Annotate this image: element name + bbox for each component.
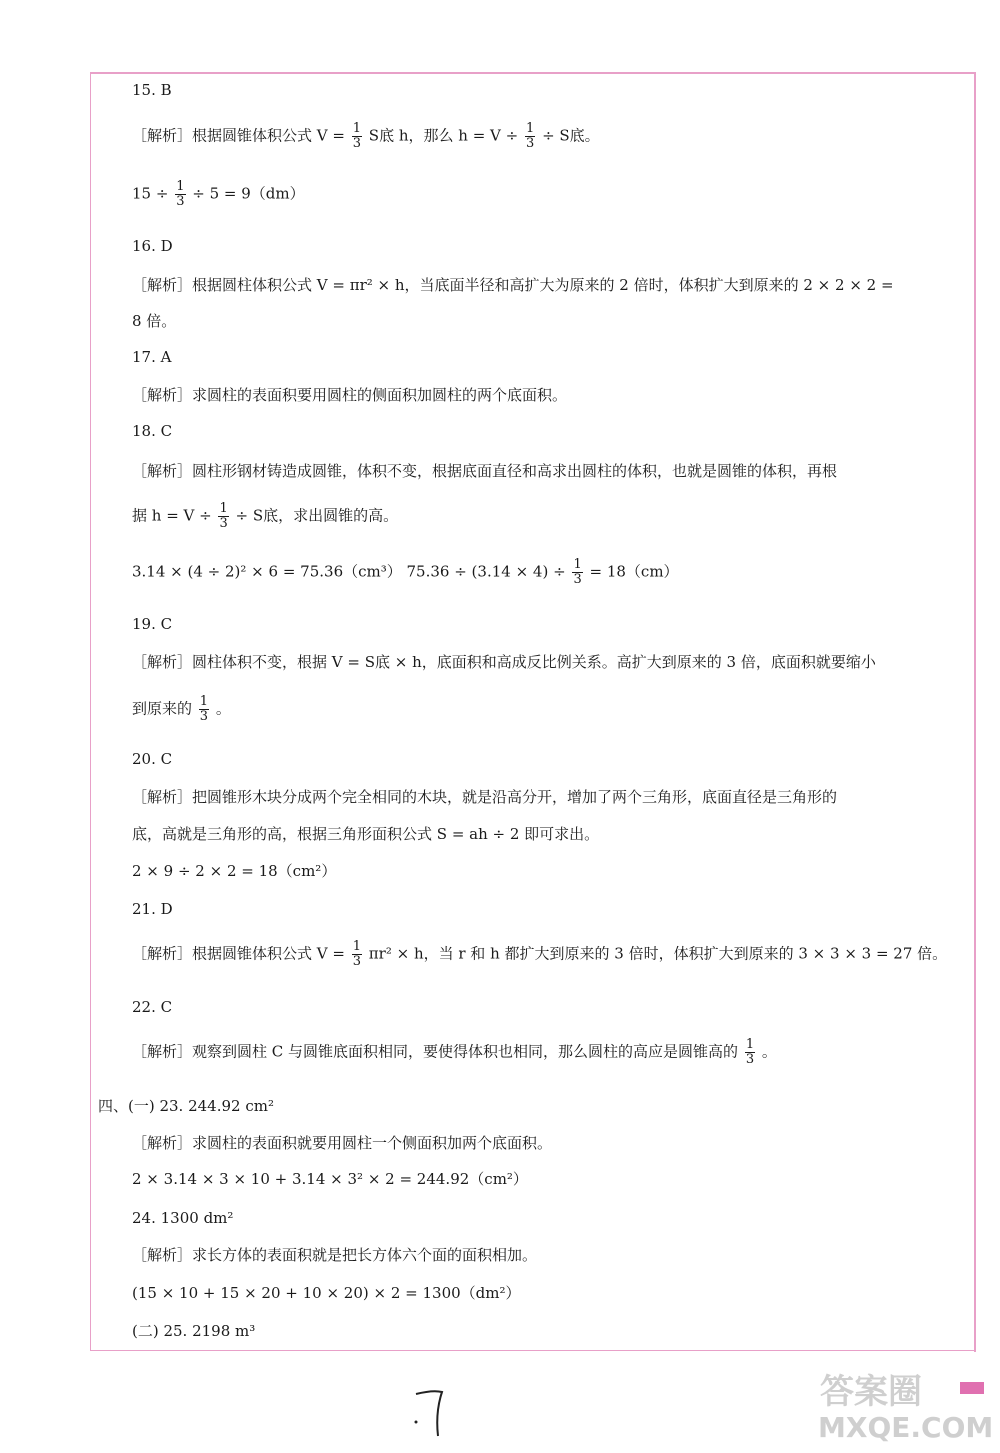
- answer-21: 21. D: [132, 900, 173, 918]
- analysis-text: ÷ S底。: [542, 126, 600, 145]
- answer-24: 24. 1300 dm²: [132, 1209, 234, 1227]
- fraction: $\frac{1}{3}$: [176, 179, 185, 209]
- analysis-text: 。: [215, 699, 231, 718]
- calc-23: 2 × 3.14 × 3 × 10 + 3.14 × 3² × 2 = 244.92（cm²）: [132, 1170, 528, 1188]
- calc-text: 15 ÷: [132, 184, 169, 203]
- fraction: $\frac{1}{3}$: [526, 121, 535, 151]
- analysis-20-cont: 底，高就是三角形的高，根据三角形面积公式 S = ah ÷ 2 即可求出。: [132, 825, 600, 843]
- fraction: $\frac{1}{3}$: [352, 939, 362, 969]
- analysis-text: ［解析］根据圆锥体积公式 V =: [132, 126, 345, 145]
- page-frame-right: [974, 72, 976, 1352]
- fraction: $\frac{1}{3}$: [573, 557, 582, 587]
- answer-22: 22. C: [132, 998, 173, 1016]
- calc-18: [132, 558, 679, 587]
- fraction: $\frac{1}{3}$: [352, 121, 362, 151]
- analysis-text: S底 h，那么 h = V ÷: [368, 126, 519, 145]
- analysis-18-cont: [132, 502, 398, 531]
- calc-15: [132, 180, 305, 209]
- analysis-21: [132, 940, 947, 969]
- calc-20: 2 × 9 ÷ 2 × 2 = 18（cm²）: [132, 862, 337, 880]
- fraction: $\frac{1}{3}$: [745, 1037, 755, 1067]
- analysis-17: ［解析］求圆柱的表面积要用圆柱的侧面积加圆柱的两个底面积。: [132, 386, 568, 404]
- answer-20: 20. C: [132, 750, 173, 768]
- analysis-text: 到原来的: [132, 699, 193, 718]
- analysis-text: 据 h = V ÷: [132, 506, 212, 525]
- analysis-text: ［解析］观察到圆柱 C 与圆锥底面积相同，要使得体积也相同，那么圆柱的高应是圆锥高的: [132, 1042, 739, 1061]
- svg-text:答案圈: 答案圈: [820, 1372, 922, 1412]
- answer-23: 四、(一) 23. 244.92 cm²: [98, 1097, 274, 1115]
- analysis-24: ［解析］求长方体的表面积就是把长方体六个面的面积相加。: [132, 1246, 538, 1264]
- watermark-logo: [800, 1365, 1000, 1445]
- analysis-20: ［解析］把圆锥形木块分成两个完全相同的木块，就是沿高分开，增加了两个三角形，底面直径是三角形的: [132, 788, 838, 806]
- analysis-16-cont: 8 倍。: [132, 312, 177, 330]
- analysis-23: ［解析］求圆柱的表面积就要用圆柱一个侧面积加两个底面积。: [132, 1134, 553, 1152]
- answer-15: 15. B: [132, 81, 172, 99]
- page-frame-left: [90, 72, 91, 1350]
- calc-text: = 18（cm）: [589, 562, 679, 581]
- answer-17: 17. A: [132, 348, 172, 366]
- fraction: $\frac{1}{3}$: [199, 694, 209, 724]
- page-frame-bottom: [90, 1350, 976, 1351]
- analysis-16: ［解析］根据圆柱体积公式 V = πr² × h，当底面半径和高扩大为原来的 2 倍时，体积扩大到原来的 2 × 2 × 2 =: [132, 276, 894, 294]
- analysis-text: πr² × h，当 r 和 h 都扩大到原来的 3 倍时，体积扩大到原来的 3 × 3 × 3 = 27 倍。: [368, 944, 948, 963]
- calc-text: ÷ 5 = 9（dm）: [192, 184, 305, 203]
- handwritten-page-number: [410, 1380, 450, 1440]
- analysis-22: [132, 1038, 777, 1067]
- analysis-18: ［解析］圆柱形钢材铸造成圆锥，体积不变，根据底面直径和高求出圆柱的体积，也就是圆锥的体积，再根: [132, 462, 838, 480]
- page-frame-top: [90, 72, 976, 74]
- answer-18: 18. C: [132, 422, 173, 440]
- answer-16: 16. D: [132, 237, 173, 255]
- analysis-text: ［解析］根据圆锥体积公式 V =: [132, 944, 345, 963]
- fraction: $\frac{1}{3}$: [219, 501, 228, 531]
- analysis-19: ［解析］圆柱体积不变，根据 V = S底 × h，底面积和高成反比例关系。高扩大到原来的 3 倍，底面积就要缩小: [132, 653, 876, 671]
- analysis-15: [132, 122, 600, 151]
- analysis-19-cont: [132, 695, 231, 724]
- calc-24: (15 × 10 + 15 × 20 + 10 × 20) × 2 = 1300（dm²）: [132, 1284, 521, 1302]
- analysis-text: 。: [761, 1042, 777, 1061]
- svg-text:MXQE.COM: MXQE.COM: [818, 1411, 994, 1444]
- answer-25: (二) 25. 2198 m³: [132, 1322, 256, 1340]
- calc-text: 3.14 × (4 ÷ 2)² × 6 = 75.36（cm³） 75.36 ÷ (3.14 × 4) ÷: [132, 562, 566, 581]
- answer-19: 19. C: [132, 615, 173, 633]
- analysis-text: ÷ S底，求出圆锥的高。: [235, 506, 399, 525]
